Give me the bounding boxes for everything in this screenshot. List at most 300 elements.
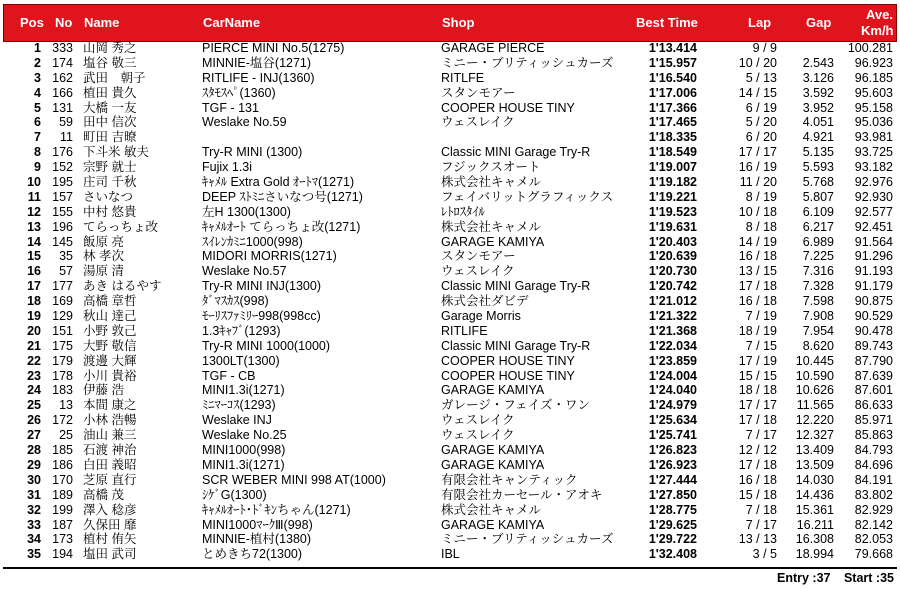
lap-cell: 3 / 5 (752, 547, 777, 562)
driver-name-cell: 宗野 就士 (83, 160, 137, 175)
table-row (3, 443, 897, 458)
lap-cell: 16 / 18 (738, 249, 777, 264)
gap-cell: 3.952 (802, 100, 834, 115)
gap-cell: 5.768 (802, 175, 834, 190)
table-row (3, 160, 897, 175)
average-speed-cell: 91.296 (854, 249, 893, 264)
average-speed-cell: 87.790 (854, 353, 893, 368)
shop-cell: GARAGE KAMIYA (441, 457, 545, 472)
pos-cell: 7 (34, 130, 41, 145)
header-pos: Pos (20, 15, 44, 30)
car-number-cell: 178 (52, 368, 73, 383)
car-number-cell: 189 (52, 487, 73, 502)
average-speed-cell: 93.725 (854, 145, 893, 160)
driver-name-cell: 小野 敦己 (83, 323, 137, 338)
driver-name-cell: 白田 義昭 (83, 457, 137, 472)
driver-name-cell: さいなつ (83, 189, 134, 204)
header-ave-line2: Km/h (861, 23, 894, 38)
pos-cell: 28 (27, 443, 41, 458)
pos-cell: 15 (27, 249, 41, 264)
gap-cell: 4.051 (802, 115, 834, 130)
gap-cell: 13.409 (795, 443, 834, 458)
best-time-cell: 1'24.040 (648, 383, 697, 398)
best-time-cell: 1'19.007 (648, 160, 697, 175)
shop-cell: COOPER HOUSE TINY (441, 353, 575, 368)
gap-cell: 5.593 (802, 160, 834, 175)
car-number-cell: 199 (52, 502, 73, 517)
average-speed-cell: 95.158 (854, 100, 893, 115)
pos-cell: 20 (27, 323, 41, 338)
best-time-cell: 1'26.923 (648, 457, 697, 472)
gap-cell: 4.921 (802, 130, 834, 145)
table-row (3, 309, 897, 324)
shop-cell: ウェスレイク (441, 115, 515, 130)
gap-cell: 3.592 (802, 85, 834, 100)
lap-cell: 14 / 19 (738, 234, 777, 249)
car-number-cell: 196 (52, 219, 73, 234)
table-row (3, 279, 897, 294)
gap-cell: 12.327 (795, 428, 834, 443)
car-number-cell: 172 (52, 413, 73, 428)
car-name-cell: ｽﾀﾓｽﾍﾟ(1360) (202, 85, 276, 100)
car-number-cell: 194 (52, 547, 73, 562)
average-speed-cell: 87.601 (854, 383, 893, 398)
car-number-cell: 176 (52, 145, 73, 160)
car-name-cell: 1300LT(1300) (202, 353, 280, 368)
table-row (3, 205, 897, 220)
car-number-cell: 170 (52, 472, 73, 487)
lap-cell: 8 / 19 (745, 189, 777, 204)
header-carname: CarName (203, 15, 261, 30)
best-time-cell: 1'23.859 (648, 353, 697, 368)
car-number-cell: 152 (52, 160, 73, 175)
shop-cell: スタンモアー (441, 249, 516, 264)
gap-cell: 12.220 (795, 413, 834, 428)
car-number-cell: 25 (59, 428, 73, 443)
average-speed-cell: 95.036 (854, 115, 893, 130)
table-row (3, 190, 897, 205)
pos-cell: 10 (27, 175, 41, 190)
shop-cell: 株式会社キャメル (441, 219, 542, 234)
best-time-cell: 1'17.366 (648, 100, 697, 115)
pos-cell: 34 (27, 532, 41, 547)
footer-divider (3, 567, 897, 569)
average-speed-cell: 82.929 (854, 502, 893, 517)
pos-cell: 8 (34, 145, 41, 160)
best-time-cell: 1'20.403 (648, 234, 697, 249)
car-number-cell: 169 (52, 294, 73, 309)
average-speed-cell: 83.802 (854, 487, 893, 502)
car-name-cell: ﾐﾆﾏｰｺｽ(1293) (202, 398, 276, 413)
shop-cell: スタンモアー (441, 85, 516, 100)
driver-name-cell: 庄司 千秋 (83, 175, 137, 190)
car-number-cell: 157 (52, 189, 73, 204)
lap-cell: 18 / 19 (738, 323, 777, 338)
best-time-cell: 1'17.465 (648, 115, 697, 130)
shop-cell: 株式会社ダビデ (441, 294, 529, 309)
driver-name-cell: 山岡 秀之 (83, 41, 137, 55)
table-row (3, 175, 897, 190)
driver-name-cell: 湯原 清 (83, 264, 124, 279)
car-name-cell: Try-R MINI INJ(1300) (202, 279, 321, 294)
best-time-cell: 1'28.775 (648, 502, 697, 517)
car-number-cell: 131 (52, 100, 73, 115)
table-row (3, 383, 897, 398)
driver-name-cell: 渡邊 大輝 (83, 353, 137, 368)
gap-cell: 6.217 (802, 219, 834, 234)
car-number-cell: 155 (52, 204, 73, 219)
table-row (3, 115, 897, 130)
car-name-cell: SCR WEBER MINI 998 AT(1000) (202, 472, 386, 487)
car-name-cell: Weslake No.57 (202, 264, 287, 279)
average-speed-cell: 91.193 (854, 264, 893, 279)
shop-cell: Classic MINI Garage Try-R (441, 338, 591, 353)
pos-cell: 24 (27, 383, 41, 398)
car-name-cell: TGF - CB (202, 368, 256, 383)
table-row (3, 354, 897, 369)
average-speed-cell: 92.451 (854, 219, 893, 234)
table-row (3, 249, 897, 264)
car-number-cell: 129 (52, 309, 73, 324)
car-name-cell: Weslake INJ (202, 413, 272, 428)
car-name-cell: Try-R MINI 1000(1000) (202, 338, 331, 353)
pos-cell: 9 (34, 160, 41, 175)
header-lap: Lap (748, 15, 772, 30)
average-speed-cell: 90.529 (854, 309, 893, 324)
best-time-cell: 1'26.823 (648, 443, 697, 458)
pos-cell: 22 (27, 353, 41, 368)
best-time-cell: 1'15.957 (648, 55, 697, 70)
best-time-cell: 1'19.221 (648, 189, 697, 204)
gap-cell: 7.225 (802, 249, 834, 264)
best-time-cell: 1'21.368 (648, 323, 697, 338)
average-speed-cell: 93.182 (854, 160, 893, 175)
lap-cell: 17 / 17 (738, 145, 777, 160)
pos-cell: 3 (34, 70, 41, 85)
pos-cell: 26 (27, 413, 41, 428)
table-row (3, 547, 897, 562)
gap-cell: 18.994 (795, 547, 834, 562)
pos-cell: 33 (27, 517, 41, 532)
best-time-cell: 1'20.639 (648, 249, 697, 264)
average-speed-cell: 95.603 (854, 85, 893, 100)
table-row (3, 130, 897, 145)
gap-cell: 7.328 (802, 279, 834, 294)
driver-name-cell: 石渡 神治 (83, 443, 137, 458)
car-name-cell: MINNIE-植村(1380) (202, 532, 312, 547)
pos-cell: 16 (27, 264, 41, 279)
gap-cell: 14.436 (795, 487, 834, 502)
pos-cell: 35 (27, 547, 41, 562)
table-row (3, 339, 897, 354)
average-speed-cell: 86.633 (854, 398, 893, 413)
car-number-cell: 177 (52, 279, 73, 294)
car-name-cell: Weslake No.25 (202, 428, 287, 443)
best-time-cell: 1'25.741 (648, 428, 697, 443)
average-speed-cell: 82.053 (854, 532, 893, 547)
table-row (3, 369, 897, 384)
best-time-cell: 1'29.625 (648, 517, 697, 532)
lap-cell: 15 / 15 (738, 368, 777, 383)
shop-cell: COOPER HOUSE TINY (441, 100, 575, 115)
gap-cell: 6.109 (802, 204, 834, 219)
header-no: No (55, 15, 73, 30)
pos-cell: 19 (27, 309, 41, 324)
shop-cell: フェイバリットグラフィックス (441, 189, 614, 204)
shop-cell: GARAGE PIERCE (441, 41, 545, 55)
car-name-cell: RITLIFE - INJ(1360) (202, 70, 315, 85)
average-speed-cell: 79.668 (854, 547, 893, 562)
lap-cell: 10 / 18 (738, 204, 777, 219)
car-name-cell: TGF - 131 (202, 100, 259, 115)
shop-cell: フジックスオート (441, 160, 541, 175)
lap-cell: 16 / 19 (738, 160, 777, 175)
entry-summary (767, 571, 894, 585)
pos-cell: 23 (27, 368, 41, 383)
table-row (3, 324, 897, 339)
gap-cell: 15.361 (795, 502, 834, 517)
table-row (3, 101, 897, 116)
table-row (3, 56, 897, 71)
gap-cell: 5.135 (802, 145, 834, 160)
table-row (3, 41, 897, 56)
average-speed-cell: 100.281 (847, 41, 893, 55)
car-name-cell: 1.3ｷｬﾌﾞ(1293) (202, 323, 281, 338)
car-number-cell: 13 (59, 398, 73, 413)
table-row (3, 294, 897, 309)
lap-cell: 7 / 17 (745, 517, 777, 532)
shop-cell: 株式会社キャメル (441, 502, 542, 517)
pos-cell: 30 (27, 472, 41, 487)
shop-cell: ウェスレイク (441, 413, 515, 428)
average-speed-cell: 92.577 (854, 204, 893, 219)
table-row (3, 235, 897, 250)
lap-cell: 7 / 18 (745, 502, 777, 517)
car-name-cell: 左H 1300(1300) (202, 204, 291, 219)
driver-name-cell: 高橋 茂 (83, 487, 124, 502)
car-name-cell: MINI1.3i(1271) (202, 383, 285, 398)
car-name-cell: ﾀﾞﾏｽｶｽ(998) (202, 294, 269, 309)
table-row (3, 145, 897, 160)
car-name-cell: PIERCE MINI No.5(1275) (202, 41, 345, 55)
pos-cell: 2 (34, 55, 41, 70)
best-time-cell: 1'29.722 (648, 532, 697, 547)
car-name-cell: Try-R MINI (1300) (202, 145, 303, 160)
lap-cell: 17 / 17 (738, 398, 777, 413)
driver-name-cell: 芝原 直行 (83, 472, 137, 487)
average-speed-cell: 85.863 (854, 428, 893, 443)
best-time-cell: 1'18.335 (648, 130, 697, 145)
entry-count: Entry :37 (776, 571, 831, 585)
driver-name-cell: 町田 吉暸 (83, 130, 137, 145)
table-row (3, 488, 897, 503)
table-row (3, 518, 897, 533)
average-speed-cell: 93.981 (854, 130, 893, 145)
pos-cell: 4 (34, 85, 41, 100)
driver-name-cell: 久保田 靡 (83, 517, 137, 532)
car-number-cell: 57 (59, 264, 73, 279)
shop-cell: ガレージ・フェイズ・ワン (441, 398, 591, 413)
car-number-cell: 173 (52, 532, 73, 547)
shop-cell: ﾚﾄﾛｽﾀｲﾙ (441, 204, 485, 219)
average-speed-cell: 82.142 (854, 517, 893, 532)
driver-name-cell: 田中 信次 (83, 115, 137, 130)
table-row (3, 458, 897, 473)
best-time-cell: 1'19.523 (648, 204, 697, 219)
driver-name-cell: てらっちょ改 (83, 219, 159, 234)
table-row (3, 264, 897, 279)
best-time-cell: 1'16.540 (648, 70, 697, 85)
best-time-cell: 1'22.034 (648, 338, 697, 353)
best-time-cell: 1'21.322 (648, 309, 697, 324)
pos-cell: 11 (27, 189, 41, 204)
average-speed-cell: 84.793 (854, 443, 893, 458)
pos-cell: 29 (27, 457, 41, 472)
shop-cell: 有限会社キャンティック (441, 472, 578, 487)
gap-cell: 10.445 (795, 353, 834, 368)
table-row (3, 503, 897, 518)
car-number-cell: 162 (52, 70, 73, 85)
driver-name-cell: 植村 侑矢 (83, 532, 137, 547)
driver-name-cell: 澤入 稔彦 (83, 502, 137, 517)
shop-cell: 有限会社カーセール・アオキ (441, 487, 603, 502)
gap-cell: 7.598 (802, 294, 834, 309)
lap-cell: 5 / 13 (745, 70, 777, 85)
lap-cell: 11 / 20 (739, 175, 777, 190)
driver-name-cell: 秋山 達己 (83, 309, 137, 324)
driver-name-cell: 飯原 亮 (83, 234, 124, 249)
pos-cell: 31 (27, 487, 41, 502)
gap-cell: 14.030 (795, 472, 834, 487)
header-gap: Gap (806, 15, 832, 30)
lap-cell: 7 / 15 (745, 338, 777, 353)
gap-cell: 10.590 (795, 368, 834, 383)
pos-cell: 1 (34, 41, 41, 55)
car-name-cell: MIDORI MORRIS(1271) (202, 249, 337, 264)
pos-cell: 25 (27, 398, 41, 413)
gap-cell: 7.316 (802, 264, 834, 279)
car-number-cell: 195 (52, 175, 73, 190)
car-number-cell: 185 (52, 443, 73, 458)
shop-cell: ミニー・ブリティッシュカーズ (441, 55, 614, 70)
gap-cell: 2.543 (802, 55, 834, 70)
car-number-cell: 166 (52, 85, 73, 100)
table-row (3, 86, 897, 101)
driver-name-cell: あき はるやす (83, 279, 162, 294)
lap-cell: 13 / 13 (738, 532, 777, 547)
lap-cell: 6 / 19 (745, 100, 777, 115)
car-number-cell: 59 (59, 115, 73, 130)
car-name-cell: ｽｲﾚﾝｶﾐﾆ1000(998) (202, 234, 303, 249)
car-name-cell: ﾓｰﾘｽﾌｧﾐﾘｰ998(998cc) (202, 309, 321, 324)
gap-cell: 3.126 (802, 70, 834, 85)
lap-cell: 6 / 20 (745, 130, 777, 145)
pos-cell: 27 (27, 428, 41, 443)
driver-name-cell: 武田 朝子 (83, 70, 146, 85)
driver-name-cell: 小川 貴裕 (83, 368, 137, 383)
table-row (3, 220, 897, 235)
lap-cell: 7 / 17 (745, 428, 777, 443)
car-number-cell: 151 (52, 323, 73, 338)
pos-cell: 18 (27, 294, 41, 309)
table-row (3, 413, 897, 428)
car-number-cell: 183 (52, 383, 73, 398)
car-number-cell: 35 (59, 249, 73, 264)
table-row (3, 398, 897, 413)
car-number-cell: 145 (52, 234, 73, 249)
shop-cell: Classic MINI Garage Try-R (441, 145, 591, 160)
average-speed-cell: 87.639 (854, 368, 893, 383)
average-speed-cell: 89.743 (854, 338, 893, 353)
average-speed-cell: 92.930 (854, 189, 893, 204)
lap-cell: 14 / 15 (738, 85, 777, 100)
pos-cell: 13 (27, 219, 41, 234)
results-table-body (3, 41, 897, 562)
car-name-cell: DEEP ｽﾄﾐﾆさいなつ号(1271) (202, 189, 363, 204)
gap-cell: 11.565 (796, 398, 834, 413)
best-time-cell: 1'25.634 (648, 413, 697, 428)
best-time-cell: 1'19.631 (648, 219, 697, 234)
lap-cell: 5 / 20 (745, 115, 777, 130)
average-speed-cell: 85.971 (854, 413, 893, 428)
car-name-cell: MINNIE-塩谷(1271) (202, 55, 312, 70)
shop-cell: Classic MINI Garage Try-R (441, 279, 591, 294)
header-ave-line1: Ave. (866, 7, 893, 22)
driver-name-cell: 高橋 章哲 (83, 294, 137, 309)
lap-cell: 8 / 18 (745, 219, 777, 234)
average-speed-cell: 91.179 (854, 279, 893, 294)
shop-cell: 株式会社キャメル (441, 175, 542, 190)
shop-cell: RITLFE (441, 70, 485, 85)
shop-cell: GARAGE KAMIYA (441, 517, 545, 532)
car-name-cell: ｷｬﾒﾙｵｰﾄ てらっちょ改(1271) (202, 219, 361, 234)
lap-cell: 18 / 18 (738, 383, 777, 398)
shop-cell: GARAGE KAMIYA (441, 234, 545, 249)
best-time-cell: 1'20.742 (648, 279, 697, 294)
shop-cell: COOPER HOUSE TINY (441, 368, 575, 383)
average-speed-cell: 96.923 (854, 55, 893, 70)
average-speed-cell: 96.185 (854, 70, 893, 85)
average-speed-cell: 84.191 (854, 472, 893, 487)
pos-cell: 6 (34, 115, 41, 130)
driver-name-cell: 下斗米 敏夫 (83, 145, 149, 160)
average-speed-cell: 90.875 (854, 294, 893, 309)
shop-cell: Garage Morris (441, 309, 521, 324)
lap-cell: 16 / 18 (738, 294, 777, 309)
best-time-cell: 1'13.414 (648, 41, 697, 55)
car-number-cell: 174 (52, 55, 73, 70)
best-time-cell: 1'20.730 (648, 264, 697, 279)
start-count: Start :35 (843, 571, 894, 585)
shop-cell: RITLIFE (441, 323, 488, 338)
gap-cell: 7.908 (802, 309, 834, 324)
lap-cell: 10 / 20 (738, 55, 777, 70)
lap-cell: 9 / 9 (752, 41, 777, 55)
car-name-cell: Weslake No.59 (202, 115, 287, 130)
driver-name-cell: 林 孝次 (83, 249, 124, 264)
shop-cell: ウェスレイク (441, 428, 515, 443)
gap-cell: 16.308 (795, 532, 834, 547)
average-speed-cell: 92.976 (854, 175, 893, 190)
driver-name-cell: 大野 敬信 (83, 338, 137, 353)
gap-cell: 13.509 (795, 457, 834, 472)
lap-cell: 16 / 18 (738, 472, 777, 487)
pos-cell: 12 (27, 204, 41, 219)
driver-name-cell: 中村 悠貴 (83, 204, 137, 219)
pos-cell: 5 (34, 100, 41, 115)
results-table-header (3, 4, 897, 42)
driver-name-cell: 塩谷 敬三 (83, 55, 137, 70)
